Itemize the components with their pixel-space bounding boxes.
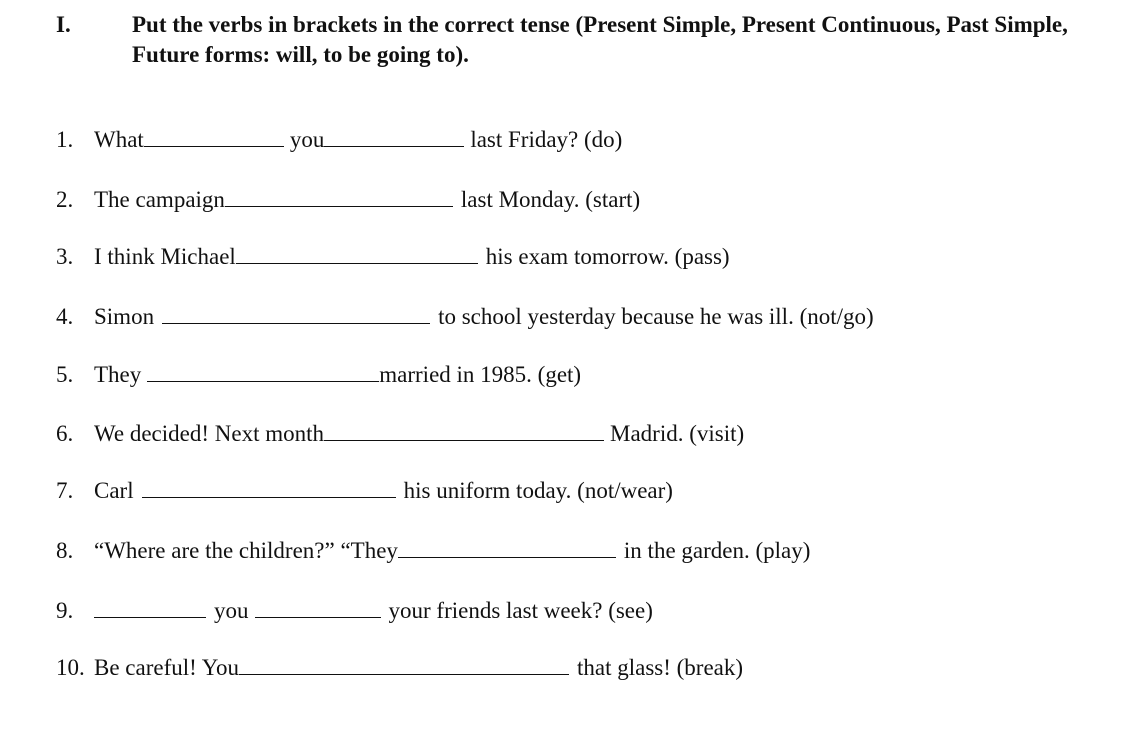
item-text: Madrid. (visit) (610, 421, 745, 446)
answer-blank[interactable] (147, 361, 379, 382)
answer-blank[interactable] (225, 186, 453, 207)
answer-blank[interactable] (144, 126, 284, 147)
item-number: 2. (56, 187, 74, 212)
answer-blank[interactable] (236, 243, 478, 264)
list-item (56, 185, 640, 215)
section-instruction: Put the verbs in brackets in the correct tense (Present Simple, Present Continuous, Past Simple, Future forms: will, to be going to). (132, 12, 1068, 67)
item-text: your friends last week? (see) (388, 598, 653, 623)
item-number: 6. (56, 421, 74, 446)
answer-blank[interactable] (324, 126, 464, 147)
item-text: his exam tomorrow. (pass) (485, 244, 730, 269)
item-number: 10. (56, 655, 85, 680)
item-text: his uniform today. (not/wear) (403, 478, 673, 503)
answer-blank[interactable] (239, 654, 569, 675)
item-text: “Where are the children?” “They (94, 538, 398, 563)
list-item (56, 476, 673, 506)
item-number: 4. (56, 304, 74, 329)
item-text: you (214, 598, 249, 623)
list-item (56, 419, 744, 449)
answer-blank[interactable] (162, 303, 430, 324)
item-text: last Friday? (do) (470, 127, 623, 152)
item-text: I think Michael (94, 244, 236, 269)
answer-blank[interactable] (255, 597, 381, 618)
item-text: Simon (94, 304, 155, 329)
list-item (56, 360, 581, 390)
item-text: last Monday. (start) (460, 187, 641, 212)
list-item (56, 596, 653, 626)
item-text: Carl (94, 478, 134, 503)
item-number: 1. (56, 127, 74, 152)
list-item (56, 536, 810, 566)
item-text: to school yesterday because he was ill. (not/go) (438, 304, 874, 329)
list-item (56, 242, 730, 272)
list-item (56, 302, 874, 332)
answer-blank[interactable] (324, 420, 604, 441)
item-number: 7. (56, 478, 74, 503)
item-text: that glass! (break) (577, 655, 744, 680)
answer-blank[interactable] (94, 597, 206, 618)
item-number: 9. (56, 598, 74, 623)
item-text: What (94, 127, 144, 152)
answer-blank[interactable] (142, 477, 396, 498)
item-text: you (289, 127, 325, 152)
answer-blank[interactable] (398, 537, 616, 558)
section-number: I. (56, 12, 71, 37)
item-text: They (94, 362, 142, 387)
list-item (56, 653, 743, 683)
item-text: The campaign (94, 187, 225, 212)
item-number: 5. (56, 362, 74, 387)
item-text: Be careful! You (94, 655, 239, 680)
item-text: married in 1985. (get) (379, 362, 582, 387)
item-number: 3. (56, 244, 74, 269)
item-text: We decided! Next month (94, 421, 324, 446)
item-text: in the garden. (play) (623, 538, 811, 563)
list-item (56, 125, 622, 155)
item-number: 8. (56, 538, 74, 563)
